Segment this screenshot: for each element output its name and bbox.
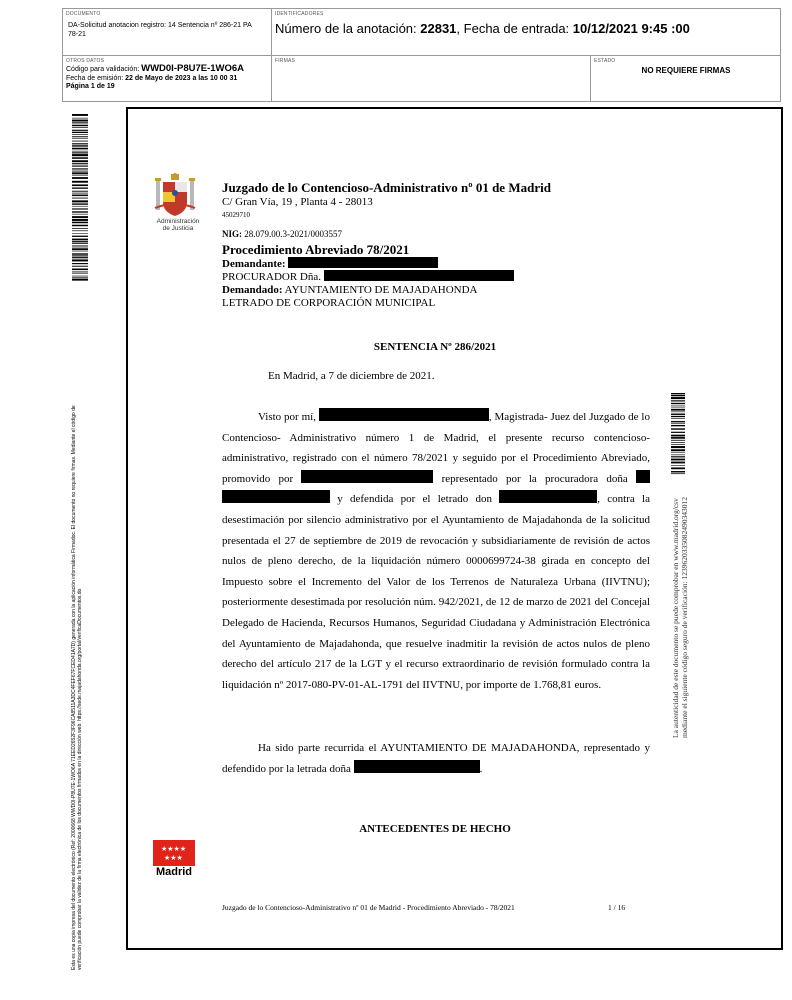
barcode-bar xyxy=(671,444,685,445)
procurador-label: PROCURADOR Dña. xyxy=(222,271,322,283)
csv-line-2: mediante el siguiente código seguro de verificación: 1239620335082490343012 xyxy=(679,497,689,738)
barcode-bar xyxy=(72,130,88,131)
barcode-bar xyxy=(72,168,88,169)
barcode-bar xyxy=(72,193,88,194)
barcode-bar xyxy=(671,428,685,429)
barcode-bar xyxy=(72,166,88,167)
barcode-bar xyxy=(671,395,685,397)
p1-part-a: Visto por mí, xyxy=(258,411,319,423)
barcode-bar xyxy=(72,141,88,142)
barcode-bar xyxy=(72,248,88,250)
redaction-bar xyxy=(222,490,330,503)
barcode-bar xyxy=(72,195,88,197)
madrid-logo-caption: Madrid xyxy=(155,866,193,878)
barcode-bar xyxy=(72,247,88,248)
paragraph-recurrida xyxy=(222,738,650,779)
barcode-bar xyxy=(72,160,88,162)
anotacion-line xyxy=(275,21,775,37)
barcode-bar xyxy=(72,172,88,174)
madrid-stars-icon xyxy=(153,840,195,866)
court-title: Juzgado de lo Contencioso-Administrativo nº 01 de Madrid xyxy=(222,180,551,195)
madrid-logo-icon xyxy=(153,840,195,866)
anotacion-prefix: Número de la anotación: xyxy=(275,21,421,36)
p2-part-a: Ha sido parte recurrida el AYUNTAMIENTO DE MAJADAHONDA, representado y defendido por la letrada doña xyxy=(222,742,650,775)
barcode-bar xyxy=(72,122,88,123)
validacion-block xyxy=(66,65,266,92)
barcode-bar xyxy=(72,225,88,226)
csv-verification-text xyxy=(672,473,689,738)
documento-cell xyxy=(63,9,272,56)
redaction-bar xyxy=(324,270,514,281)
p1-part-b: , Magistrada- Juez del Juzgado de lo Contencioso- Administrativo número 1 de Madrid, el presente recurso contencioso-administrativo, registrado con el número 78/2021 y seguido por el Procedimiento Abreviado, promovido por xyxy=(222,411,650,485)
barcode-bar xyxy=(671,400,685,401)
emision-value: 22 de Mayo de 2023 a las 10 00 31 xyxy=(125,74,238,82)
court-address: C/ Gran Vía, 19 , Planta 4 - 28013 xyxy=(222,196,373,208)
barcode-bar xyxy=(671,409,685,411)
barcode-bar xyxy=(72,163,88,164)
barcode-bar xyxy=(72,157,88,159)
redaction-bar xyxy=(288,257,438,268)
fecha-prefix: , Fecha de entrada: xyxy=(456,21,573,36)
barcode-bar xyxy=(671,393,685,394)
barcode-bar xyxy=(72,127,88,128)
nig-label: NIG: xyxy=(222,229,242,239)
barcode-bar xyxy=(72,198,88,199)
page-number: 1 / 16 xyxy=(608,903,626,912)
barcode-bar xyxy=(72,272,88,273)
p2-part-b: . xyxy=(479,762,483,775)
barcode-bar xyxy=(72,154,88,156)
barcode-bar xyxy=(72,257,88,258)
barcode-bar xyxy=(671,455,685,456)
barcode-bar xyxy=(72,276,88,277)
estado-label: ESTADO xyxy=(594,58,616,64)
barcode-bar xyxy=(72,208,88,209)
antecedentes-heading: ANTECEDENTES DE HECHO xyxy=(359,823,511,835)
emision-prefix: Fecha de emisión: xyxy=(66,74,126,82)
barcode-bar xyxy=(671,449,685,451)
barcode-bar xyxy=(72,145,88,146)
barcode-bar xyxy=(72,236,88,237)
barcode-bar xyxy=(671,414,685,415)
barcode-bar xyxy=(72,211,88,212)
nig-value: 28.079.00.3-2021/0003557 xyxy=(242,229,342,239)
procedure-title: Procedimiento Abreviado 78/2021 xyxy=(222,242,410,257)
barcode-bar xyxy=(72,203,88,204)
barcode-bar xyxy=(72,251,88,252)
barcode-bar xyxy=(671,412,685,413)
otros-label: OTROS DATOS xyxy=(66,58,105,64)
letrado-line: LETRADO DE CORPORACIÓN MUNICIPAL xyxy=(222,297,436,309)
documento-label: DOCUMENTO xyxy=(66,11,101,17)
court-code: 45029710 xyxy=(222,211,250,219)
side-verification-text xyxy=(71,290,83,970)
barcode-bar xyxy=(72,277,88,278)
barcode-bar xyxy=(72,243,88,244)
fecha-entrada: 10/12/2021 9:45 :00 xyxy=(572,21,690,36)
barcode-bar xyxy=(72,191,88,192)
otros-datos-cell xyxy=(63,56,272,101)
barcode-bar xyxy=(72,228,88,229)
barcode-bar xyxy=(72,125,88,126)
barcode-bar xyxy=(72,151,88,152)
barcode-bar xyxy=(72,200,88,202)
side-text-line-1: Esta es una copia impresa del documento electrónico (Ref: 2000668 WWD0I-P8U7E-1WO6A 71EED2652F3F96CA8511A3DC4FEF67FCED41A7D) generada con la aplicación informática Firmadoc. El documento no requiere firmas. Mediante el código de xyxy=(71,405,77,970)
barcode-bar xyxy=(72,138,88,139)
barcode-bar xyxy=(72,152,88,153)
barcode-bar xyxy=(72,184,88,186)
demandado-line xyxy=(222,284,478,297)
date-line: En Madrid, a 7 de diciembre de 2021. xyxy=(268,370,435,382)
demandado-label: Demandado: xyxy=(222,284,283,296)
barcode-bar xyxy=(72,148,88,150)
barcode-bar xyxy=(671,452,685,453)
identificadores-cell xyxy=(272,9,780,56)
barcode-bar xyxy=(671,435,685,437)
barcode-bar xyxy=(671,425,685,426)
barcode-bar xyxy=(671,421,685,422)
barcode-bar xyxy=(72,118,88,119)
identificadores-label: IDENTIFICADORES xyxy=(275,11,324,17)
barcode-bar xyxy=(671,403,685,404)
barcode-bar xyxy=(671,423,685,424)
p1-part-d: y defendida por el letrado don xyxy=(330,493,500,506)
anotacion-number: 22831 xyxy=(420,21,457,36)
barcode-bar xyxy=(72,171,88,172)
barcode-bar xyxy=(72,222,88,224)
barcode-bar xyxy=(72,245,88,246)
pagina-value: Página 1 de 19 xyxy=(66,83,115,90)
barcode-bar xyxy=(671,418,685,419)
redaction-bar xyxy=(636,470,650,483)
p1-part-e: , contra la desestimación por silencio administrativo por el Ayuntamiento de Majadahonda de la solicitud presentada el 27 de septiembre de 2019 de revocación y subsidiariamente de revisión de actos nulos de pleno derecho, de la liquidación número 0000699724-38 girada en concepto del Impuesto sobre el Incremento del Valor de los Terrenos de Naturaleza Urbana (IIVTNU); posteriormente desestimada por resolución núm. 942/2021, de 12 de marzo de 2021 del Concejal Delegado de Hacienda, Recursos Humanos, Seguridad Ciudadana y Administración Electrónica del Ayuntamiento de Majadahonda, que resuelve inadmitir la revisión de actos nulos de pleno derecho del artículo 217 de la LGT y el recurso extraordinario de revisión formulado contra la liquidación nº 2017-080-PV-01-AL-1791 del IIVTNU, por importe de 1.768,81 euros. xyxy=(222,493,650,691)
barcode-bar xyxy=(72,279,88,281)
left-barcode xyxy=(72,114,88,282)
demandante-line xyxy=(222,257,438,271)
crest-caption xyxy=(148,218,208,232)
demandante-label: Demandante: xyxy=(222,258,286,270)
estado-value: NO REQUIERE FIRMAS xyxy=(641,66,731,75)
barcode-bar xyxy=(72,216,88,218)
procurador-line xyxy=(222,270,514,284)
crest-caption-line-1: Administración xyxy=(156,218,200,225)
barcode-bar xyxy=(671,462,685,464)
barcode-bar xyxy=(72,136,88,137)
demandado-value: AYUNTAMIENTO DE MAJADAHONDA xyxy=(282,284,478,296)
nig-line xyxy=(222,229,342,239)
document-header xyxy=(62,8,781,102)
barcode-bar xyxy=(671,408,685,409)
side-text-line-2: verificación puede comprobar la validez de la firma electrónica de los documentos firmados en la dirección web: https://sede.majadahonda.org/portal/verificaDocumentos.do xyxy=(77,588,83,970)
svg-text:★★★★: ★★★★ xyxy=(161,845,187,853)
barcode-bar xyxy=(72,233,88,234)
barcode-bar xyxy=(72,239,88,241)
barcode-bar xyxy=(671,442,685,443)
barcode-bar xyxy=(72,255,88,256)
barcode-bar xyxy=(72,177,88,179)
barcode-bar xyxy=(72,266,88,267)
barcode-bar xyxy=(72,187,88,188)
barcode-bar xyxy=(671,446,685,448)
right-barcode xyxy=(671,393,685,475)
estado-cell xyxy=(591,56,780,101)
barcode-bar xyxy=(72,241,88,242)
redaction-bar xyxy=(354,760,480,773)
crest-caption-line-2: de Justicia xyxy=(162,225,194,232)
paragraph-visto xyxy=(222,407,650,695)
barcode-bar xyxy=(671,440,685,441)
svg-text:★★★: ★★★ xyxy=(164,854,183,862)
firmas-label: FIRMAS xyxy=(275,58,296,64)
barcode-bar xyxy=(72,120,88,122)
barcode-bar xyxy=(72,132,88,133)
barcode-bar xyxy=(72,143,88,144)
barcode-bar xyxy=(72,181,88,183)
barcode-bar xyxy=(72,273,88,274)
barcode-bar xyxy=(671,432,685,433)
barcode-bar xyxy=(671,416,685,417)
redaction-bar xyxy=(301,470,433,483)
barcode-bar xyxy=(72,219,88,221)
barcode-bar xyxy=(671,467,685,469)
barcode-bar xyxy=(72,134,88,135)
sentence-title: SENTENCIA Nº 286/2021 xyxy=(373,341,497,353)
barcode-bar xyxy=(72,206,88,207)
barcode-bar xyxy=(72,175,88,176)
barcode-bar xyxy=(72,269,88,271)
barcode-bar xyxy=(72,214,88,215)
barcode-bar xyxy=(671,456,685,457)
barcode-bar xyxy=(671,465,685,466)
redaction-bar xyxy=(499,490,597,503)
barcode-bar xyxy=(671,397,685,399)
barcode-bar xyxy=(671,406,685,407)
barcode-bar xyxy=(671,459,685,461)
validacion-prefix: Código para validación: xyxy=(66,66,142,73)
firmas-cell xyxy=(272,56,591,101)
validacion-code: WWD0I-P8U7E-1WO6A xyxy=(141,63,245,74)
redaction-bar xyxy=(319,408,489,421)
documento-value: DA-Solicitud anotacion registro: 14 Sentencia nº 286-21 PA 78-21 xyxy=(68,22,252,38)
p1-part-c: representado por la procuradora doña xyxy=(433,472,636,485)
barcode-bar xyxy=(72,230,88,231)
barcode-bar xyxy=(72,263,88,264)
barcode-bar xyxy=(72,114,88,116)
csv-line-1: La autenticidad de este documento se puede comprobar en www.madrid.org/csv xyxy=(671,498,680,738)
page-footer: Juzgado de lo Contencioso-Administrativo nº 01 de Madrid - Procedimiento Abreviado - 78/2021 xyxy=(222,903,515,912)
barcode-bar xyxy=(671,437,685,439)
barcode-bar xyxy=(72,253,88,254)
barcode-bar xyxy=(72,259,88,261)
